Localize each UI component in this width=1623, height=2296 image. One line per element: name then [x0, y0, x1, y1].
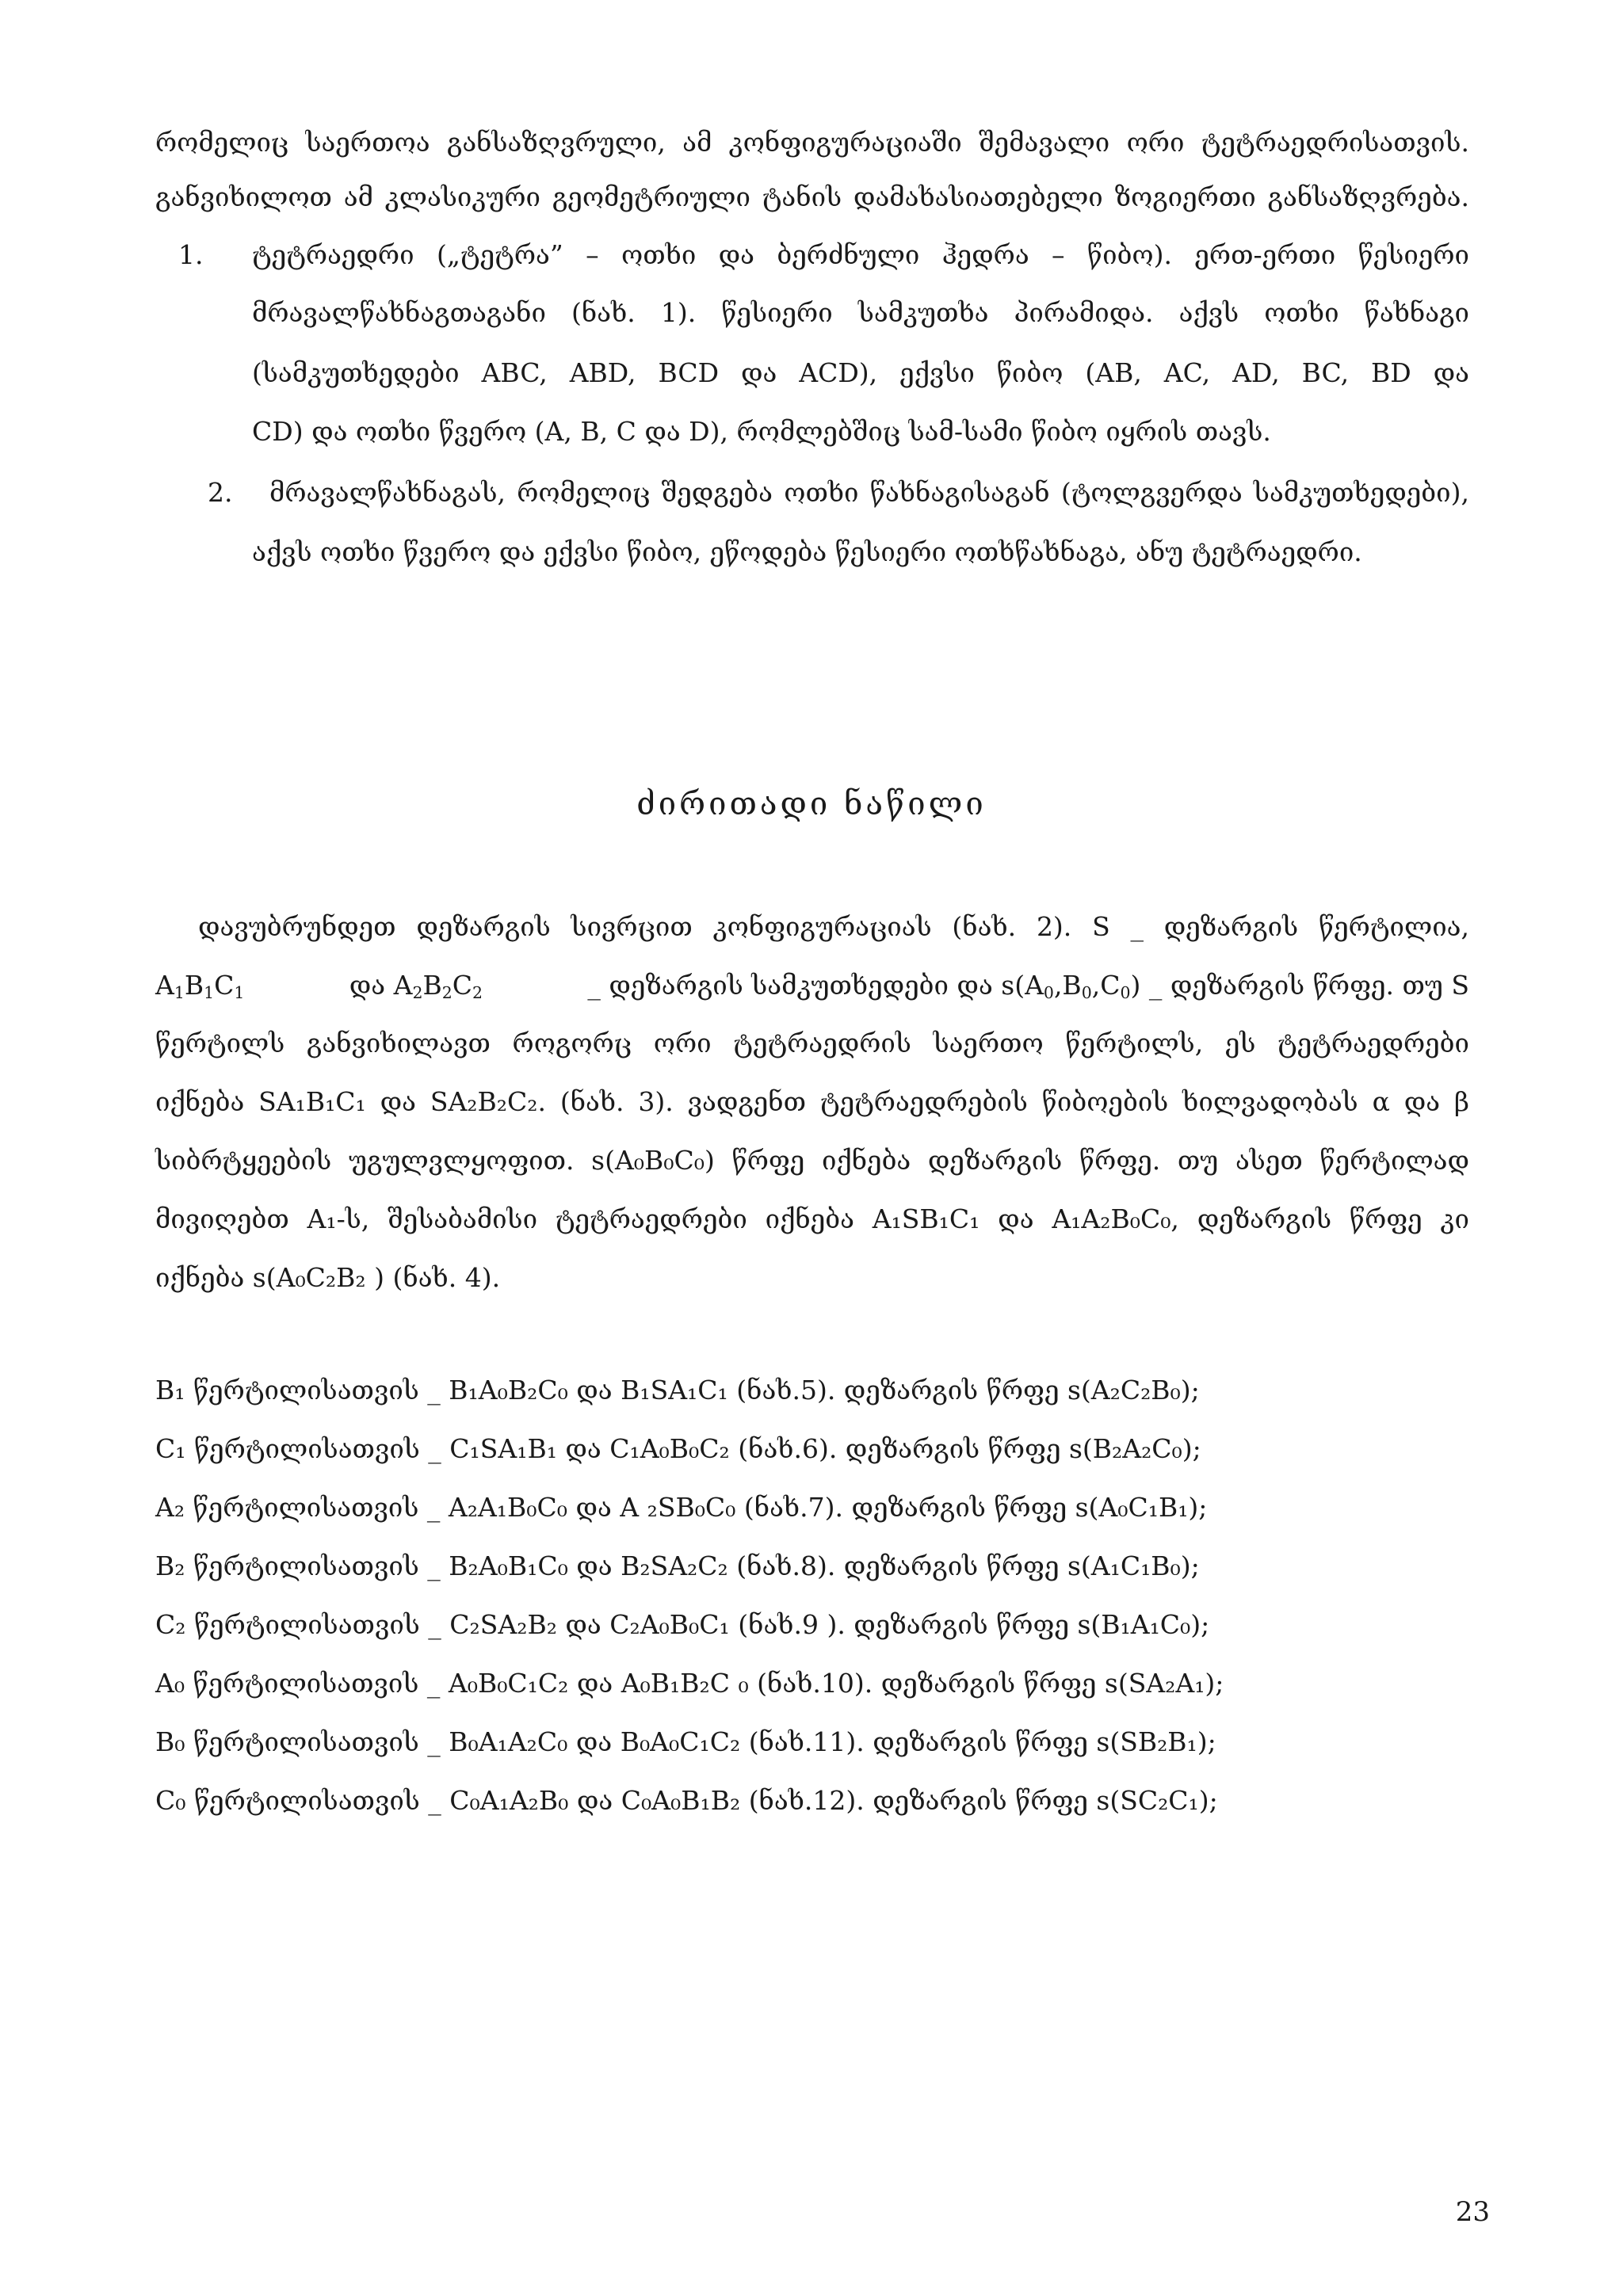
point-line: B₀ წერტილისათვის _ B₀A₁A₂C₀ და B₀A₀C₁C₂ (ნახ.11). დეზარგის წრფე s(SB₂B₁);: [155, 1726, 1216, 1757]
main-line-3: წერტილს განვიხილავთ როგორც ორი ტეტრაედრის საერთო წერტილს, ეს ტეტრაედრები: [155, 1028, 1469, 1058]
point-line: C₀ წერტილისათვის _ C₀A₁A₂B₀ და C₀A₀B₁B₂ (ნახ.12). დეზარგის წრფე s(SC₂C₁);: [155, 1785, 1218, 1816]
list-1-line-3: (სამკუთხედები ABC, ABD, BCD და ACD), ექვსი წიბო (AB, AC, AD, BC, BD და: [252, 357, 1469, 388]
main-line-2-triangle-1: $A_1B_1C_1$: [155, 970, 245, 1003]
list-1-line-4: CD) და ოთხი წვერო (A, B, C და D), რომლებშიც სამ-სამი წიბო იყრის თავს.: [252, 416, 1271, 447]
section-heading: ძირითადი ნაწილი: [636, 786, 987, 822]
main-line-2-triangle-2: და $A_2B_2C_2$: [349, 970, 483, 1003]
point-line: A₂ წერტილისათვის _ A₂A₁B₀C₀ და A ₂SB₀C₀ (ნახ.7). დეზარგის წრფე s(A₀C₁B₁);: [155, 1492, 1208, 1523]
main-line-7: იქნება s(A₀C₂B₂ ) (ნახ. 4).: [155, 1262, 501, 1293]
main-line-6: მივიღებთ A₁-ს, შესაბამისი ტეტრაედრები იქნება A₁SB₁C₁ და A₁A₂B₀C₀, დეზარგის წრფე კი: [155, 1203, 1469, 1234]
page-number: 23: [1455, 2196, 1490, 2228]
point-line: B₁ წერტილისათვის _ B₁A₀B₂C₀ და B₁SA₁C₁ (ნახ.5). დეზარგის წრფე s(A₂C₂B₀);: [155, 1375, 1200, 1405]
main-line-2-rest: _ დეზარგის სამკუთხედები და $s(A_0,B_0,C_0)$ _ დეზარგის წრფე. თუ S: [587, 970, 1469, 1003]
main-line-2: [155, 970, 1469, 1003]
point-line: C₁ წერტილისათვის _ C₁SA₁B₁ და C₁A₀B₀C₂ (ნახ.6). დეზარგის წრფე s(B₂A₂C₀);: [155, 1433, 1201, 1464]
intro-line-2: განვიხილოთ ამ კლასიკური გეომეტრიული ტანის დამახასიათებელი ზოგიერთი განსაზღვრება.: [155, 181, 1469, 212]
list-2-line-2: აქვს ოთხი წვერო და ექვსი წიბო, ეწოდება წესიერი ოთხწახნაგა, ანუ ტეტრაედრი.: [252, 536, 1362, 567]
main-line-4: იქნება SA₁B₁C₁ და SA₂B₂C₂. (ნახ. 3). ვადგენთ ტეტრაედრების წიბოების ხილვადობას α და β: [155, 1086, 1469, 1117]
list-number-2: 2.: [208, 477, 233, 508]
main-line-5: სიბრტყეების უგულვლყოფით. s(A₀B₀C₀) წრფე იქნება დეზარგის წრფე. თუ ასეთ წერტილად: [155, 1145, 1469, 1176]
intro-line-1: რომელიც საერთოა განსაზღვრული, ამ კონფიგურაციაში შემავალი ორი ტეტრაედრისათვის.: [155, 127, 1469, 158]
list-1-line-2: მრავალწახნაგთაგანი (ნახ. 1). წესიერი სამკუთხა პირამიდა. აქვს ოთხი წახნაგი: [252, 297, 1469, 328]
point-line: B₂ წერტილისათვის _ B₂A₀B₁C₀ და B₂SA₂C₂ (ნახ.8). დეზარგის წრფე s(A₁C₁B₀);: [155, 1550, 1200, 1581]
list-2-line-1: მრავალწახნაგას, რომელიც შედგება ოთხი წახნაგისაგან (ტოლგვერდა სამკუთხედები),: [269, 477, 1469, 508]
list-1-line-1: ტეტრაედრი („ტეტრა” – ოთხი და ბერძნული ჰედრა – წიბო). ერთ-ერთი წესიერი: [252, 239, 1469, 270]
point-line: C₂ წერტილისათვის _ C₂SA₂B₂ და C₂A₀B₀C₁ (ნახ.9 ). დეზარგის წრფე s(B₁A₁C₀);: [155, 1609, 1210, 1640]
list-number-1: 1.: [178, 239, 204, 270]
point-line: A₀ წერტილისათვის _ A₀B₀C₁C₂ და A₀B₁B₂C ₀ (ნახ.10). დეზარგის წრფე s(SA₂A₁);: [155, 1668, 1224, 1699]
main-line-1: დავუბრუნდეთ დეზარგის სივრცით კონფიგურაციას (ნახ. 2). S _ დეზარგის წერტილია,: [198, 911, 1469, 942]
